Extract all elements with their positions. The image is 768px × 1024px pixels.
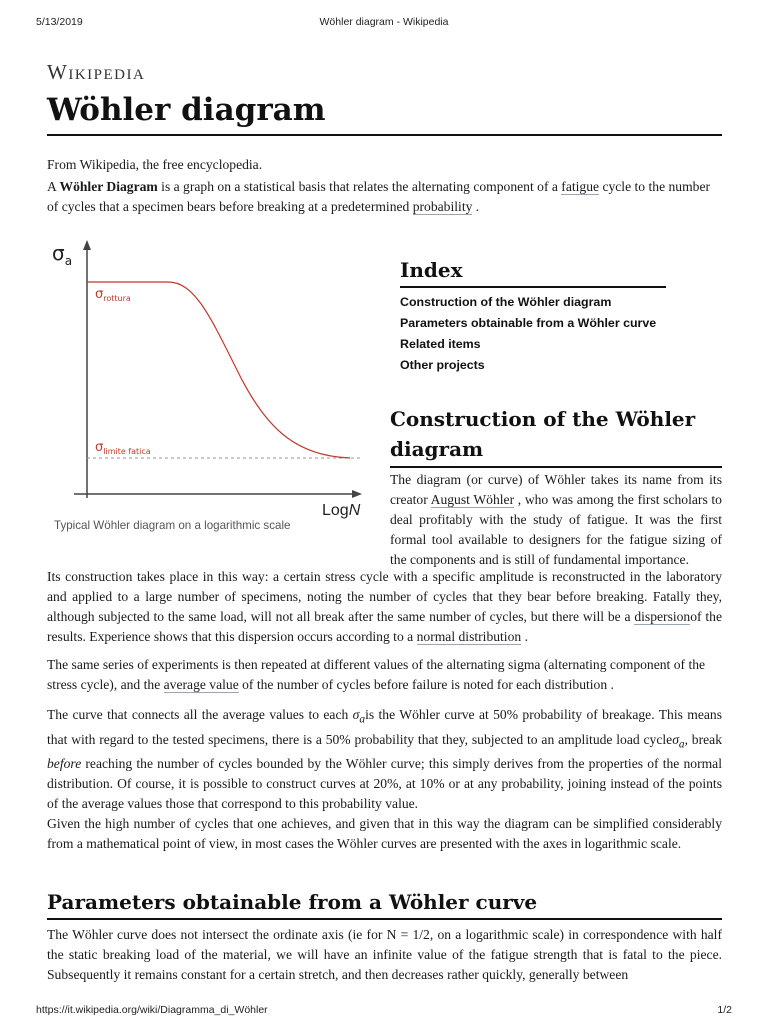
parameters-paragraph-1: The Wöhler curve does not intersect the ordinate axis (ie for N = 1/2, on a logarithmic scale) in correspondence with half the static breaking load of the material, we will have an infinite value of the fatigue strength that is fatal to the piece. Subsequently it remains constant for a certain stretch, and then decreases rather quickly, generally between (47, 927, 722, 982)
construction-paragraph-5: Given the high number of cycles that one achieves, and given that in this way the diagram can be simplified considerably from a mathematical point of view, in most cases the Wöhler curves are presented with the axes in logarithmic scale. (47, 816, 722, 851)
construction-paragraph-1: The diagram (or curve) of Wöhler takes its name from its creator August Wöhler , who was among the first scholars to deal profitably with the study of fatigue. It was the first formal tool available to designers for the fatigue sizing of the components and is still of fundamental importance. (390, 472, 722, 567)
index-list (400, 292, 656, 376)
index-heading: Index (400, 258, 666, 288)
y-axis-arrow (83, 240, 91, 250)
wohler-diagram-figure[interactable] (40, 236, 370, 536)
fatigue-limit-label: $\sigma_{limite fatica}$ (95, 440, 151, 456)
page-title: Wöhler diagram (47, 92, 722, 136)
index-item-other-projects[interactable]: Other projects (400, 358, 485, 372)
index-item-related[interactable]: Related items (400, 337, 481, 351)
print-url: https://it.wikipedia.org/wiki/Diagramma_di_Wöhler (36, 1004, 268, 1016)
wohler-diagram-svg (40, 236, 370, 536)
index-item-construction[interactable]: Construction of the Wöhler diagram (400, 295, 612, 309)
link-probability[interactable]: probability (412, 199, 473, 214)
y-axis-label: $\sigma_a$ (52, 241, 73, 268)
link-dispersion[interactable]: dispersion (634, 609, 691, 624)
construction-paragraph-4: The curve that connects all the average values to each $\sigma_ais$ the Wöhler curve at 50% probability of breakage. This means that with regard to the tested specimens, there is a 50% probability that they, subjected to an amplitude load cycleσ$_a$, break before reaching the number of cycles bounded by the Wöhler curve; this simply derives from the properties of the normal distribution. Of course, it is possible to construct curves at 20%, at 10% or at any probability, joining instead of the points of the average values those that correspond to this probability value. (47, 707, 722, 812)
link-fatigue[interactable]: fatigue (561, 179, 600, 194)
section-heading-parameters: Parameters obtainable from a Wöhler curve (47, 890, 722, 920)
print-header (36, 16, 732, 30)
sn-curve (87, 282, 350, 458)
tagline: From Wikipedia, the free encyclopedia. (47, 157, 263, 172)
sigma-a-symbol: $\sigma_a$ (672, 731, 685, 751)
print-date: 5/13/2019 (36, 16, 83, 28)
section-heading-construction: Construction of the Wöhler diagram (390, 404, 722, 468)
print-footer (36, 1004, 732, 1018)
wikipedia-logo[interactable]: Wikipedia (47, 60, 146, 84)
intro-bold-term: Wöhler Diagram (59, 179, 158, 194)
x-axis-arrow (352, 490, 362, 498)
construction-paragraph-2: Its construction takes place in this way: a certain stress cycle with a specific amplitude is reconstructed in the laboratory and applied to a large number of specimens, noting the number of cycles that they bear before breaking. Fatally they, although subjected to the same load, will not all break after the same number of cycles, but there will be a dispersionof the results. Experience shows that this dispersion occurs according to a normal distribution . (47, 569, 722, 644)
index-item-parameters[interactable]: Parameters obtainable from a Wöhler curve (400, 316, 657, 330)
x-axis-label: LogN (322, 502, 361, 519)
print-title: Wöhler diagram - Wikipedia (319, 16, 449, 28)
construction-paragraph-3: The same series of experiments is then repeated at different values of the alternating sigma (alternating component of the stress cycle), and the average value of the number of cycles before failure is noted for each distribution . (47, 657, 706, 692)
sigma-a-symbol: $\sigma_a$ (352, 707, 366, 726)
link-average-value[interactable]: average value (163, 677, 239, 692)
intro-paragraph: A Wöhler Diagram is a graph on a statistical basis that relates the alternating component of a fatigue cycle to the number of cycles that a specimen bears before breaking at a predetermined probability . (47, 179, 711, 214)
link-normal-distribution[interactable]: normal distribution (416, 629, 522, 644)
link-august-wohler[interactable]: August Wöhler (430, 492, 515, 507)
print-page-number: 1/2 (717, 1004, 732, 1016)
ultimate-stress-label: $\sigma_{rottura}$ (95, 287, 131, 303)
figure-caption: Typical Wöhler diagram on a logarithmic scale (54, 519, 291, 532)
